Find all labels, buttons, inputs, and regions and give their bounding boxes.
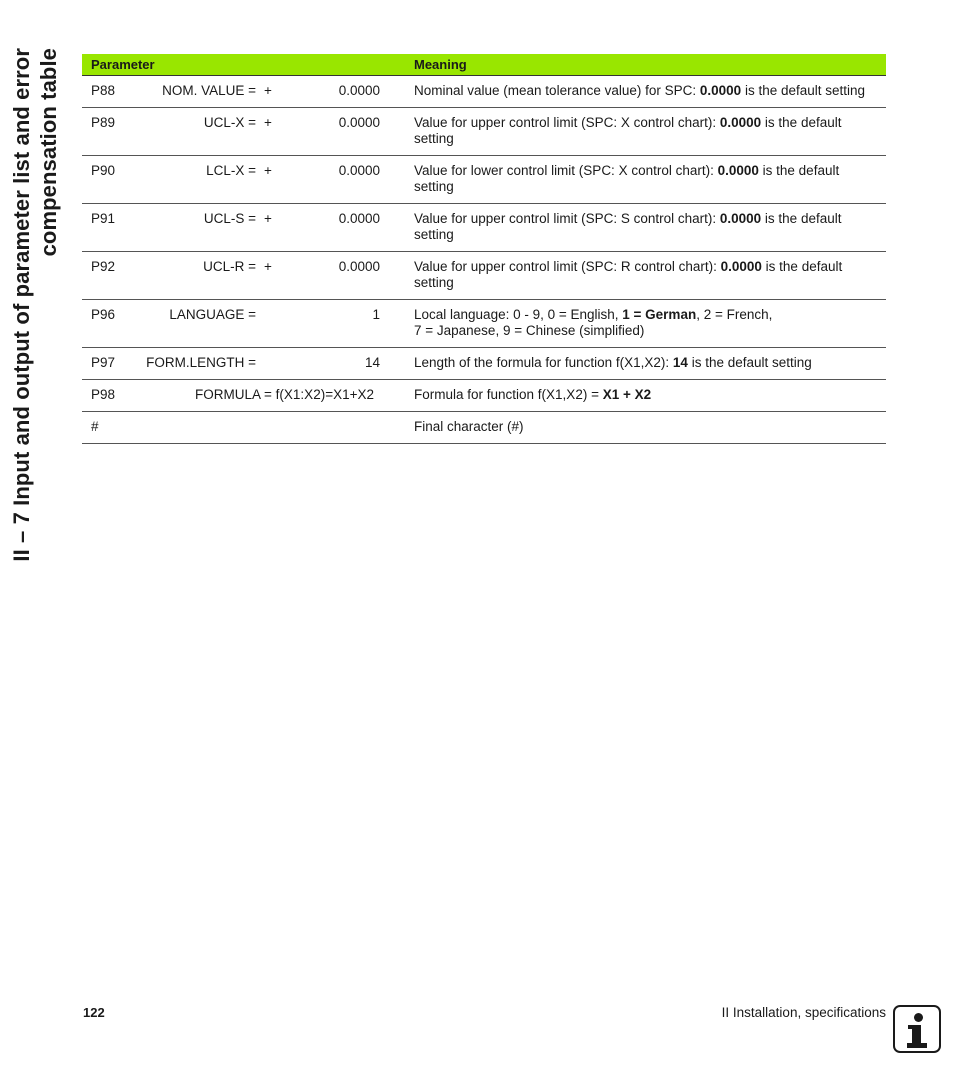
meaning-text: Value for upper control limit (SPC: X control chart): [414,115,720,130]
table-row [82,204,886,252]
page-number: 122 [83,1005,105,1020]
meaning-emphasis: 1 = German [622,307,697,322]
table-header-row [82,54,886,76]
param-value: 14 [292,348,382,380]
param-value: 0.0000 [292,76,382,108]
meaning-text: is the default setting [741,83,866,98]
param-meaning [382,252,886,300]
meaning-emphasis: 0.0000 [719,211,762,226]
param-id: P97 [82,348,131,380]
table-row [82,252,886,300]
meaning-text: is the default setting [414,115,842,146]
meaning-text: , 2 = French, [696,307,773,322]
param-sign [264,300,292,348]
meaning-text: 7 = Japanese, 9 = Chinese (simplified) [414,323,645,338]
table-row [82,76,886,108]
meaning-emphasis: X1 + X2 [602,387,652,402]
param-id: P96 [82,300,131,348]
meaning-text: Length of the formula for function f(X1,X2): [414,355,673,370]
table-row [82,300,886,348]
info-icon [893,1005,941,1053]
param-name: LCL-X = [131,156,264,204]
meaning-emphasis: 0.0000 [720,259,762,274]
table-row [82,380,886,412]
param-id: P92 [82,252,131,300]
param-value: 1 [292,300,382,348]
param-sign: + [264,108,292,156]
chapter-side-title [8,48,78,658]
param-id: # [82,412,131,444]
meaning-emphasis: 0.0000 [699,83,742,98]
param-sign: + [264,76,292,108]
meaning-text: Value for lower control limit (SPC: X control chart): [414,163,718,178]
meaning-emphasis: 0.0000 [717,163,759,178]
param-name: FORM.LENGTH = [131,348,264,380]
meaning-text: Value for upper control limit (SPC: R control chart): [414,259,721,274]
meaning-text: Local language: 0 - 9, 0 = English, [414,307,623,322]
meaning-text: Final character (#) [414,419,524,434]
param-name: UCL-X = [131,108,264,156]
param-name: UCL-S = [131,204,264,252]
param-name [131,412,264,444]
param-name: UCL-R = [131,252,264,300]
chapter-title-line-2: compensation table [36,48,61,257]
param-meaning [382,300,886,348]
param-id: P89 [82,108,131,156]
param-value: 0.0000 [292,252,382,300]
param-id: P90 [82,156,131,204]
param-name: LANGUAGE = [131,300,264,348]
param-name: FORMULA = f(X1:X2)=X1+X2 [131,380,382,412]
param-id: P98 [82,380,131,412]
chapter-side-title-text [8,48,62,658]
meaning-text: Nominal value (mean tolerance value) for SPC: [414,83,700,98]
param-meaning [382,380,886,412]
header-meaning: Meaning [382,54,886,76]
table-row [82,156,886,204]
param-sign: + [264,204,292,252]
param-sign: + [264,252,292,300]
param-meaning [382,76,886,108]
meaning-text: is the default setting [414,259,843,290]
table-body [82,76,886,444]
table-row [82,412,886,444]
param-value: 0.0000 [292,156,382,204]
chapter-title-line-1: II – 7 Input and output of parameter list and error [9,48,34,562]
table-row [82,348,886,380]
param-id: P88 [82,76,131,108]
meaning-emphasis: 14 [672,355,688,370]
meaning-text: Formula for function f(X1,X2) = [414,387,603,402]
param-sign [264,412,292,444]
param-value: 0.0000 [292,204,382,252]
param-meaning [382,204,886,252]
meaning-text: is the default setting [414,211,842,242]
param-name: NOM. VALUE = [131,76,264,108]
header-parameter: Parameter [82,54,382,76]
meaning-emphasis: 0.0000 [719,115,762,130]
param-value [292,412,382,444]
table-row [82,108,886,156]
chapter-footer: II Installation, specifications [721,1005,886,1020]
param-sign: + [264,156,292,204]
meaning-text: is the default setting [414,163,840,194]
param-meaning [382,412,886,444]
param-meaning [382,348,886,380]
param-meaning [382,108,886,156]
meaning-text: Value for upper control limit (SPC: S control chart): [414,211,720,226]
parameter-table [82,54,886,444]
meaning-text: is the default setting [687,355,812,370]
param-meaning [382,156,886,204]
param-id: P91 [82,204,131,252]
param-sign [264,348,292,380]
param-value: 0.0000 [292,108,382,156]
